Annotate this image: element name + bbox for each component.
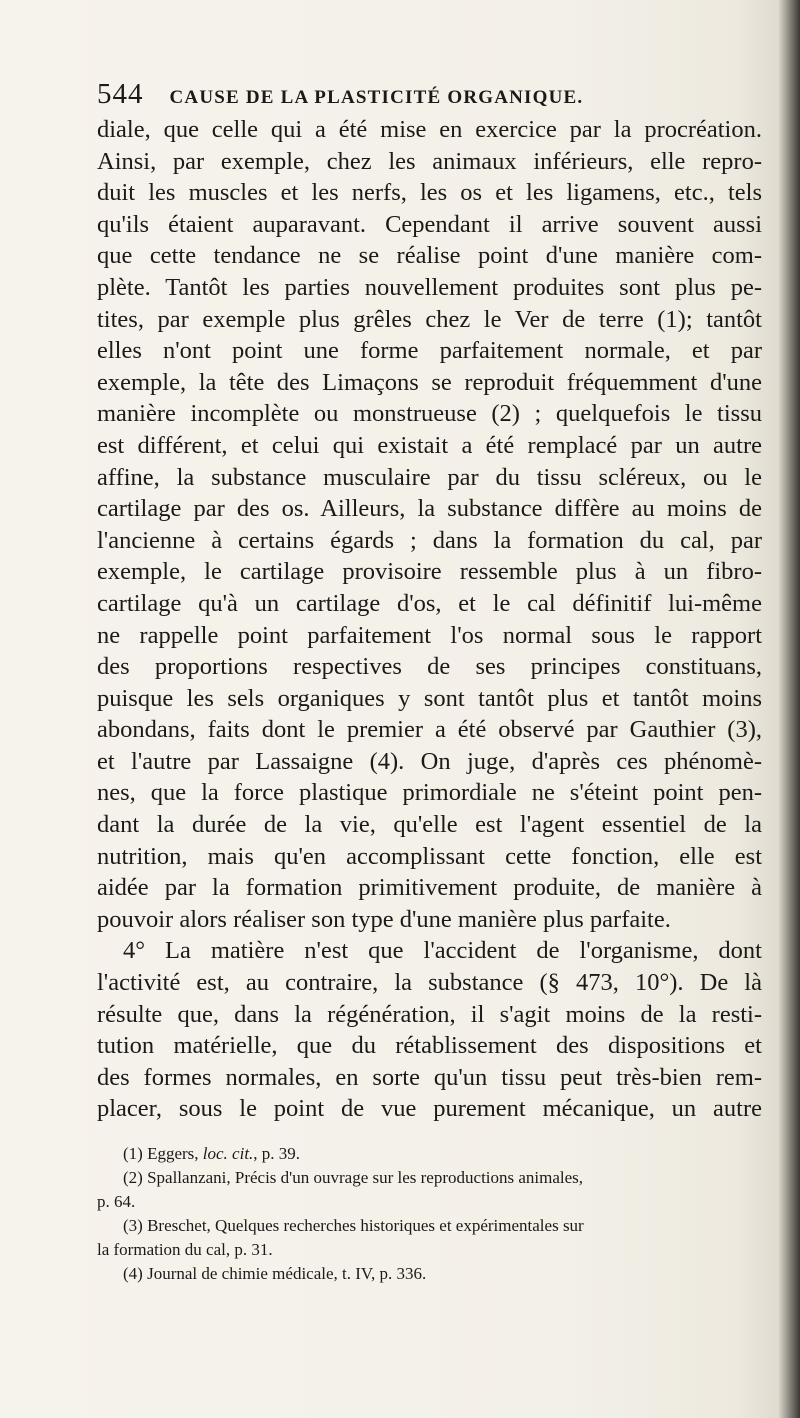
text-line: dant la durée de la vie, qu'elle est l'agent essentiel de la: [97, 811, 762, 839]
footnote-1-author: (1) Eggers,: [123, 1144, 199, 1163]
text-line: est différent, et celui qui existait a été remplacé par un autre: [97, 431, 762, 459]
page-number: 544: [97, 78, 144, 110]
text-line: qu'ils étaient auparavant. Cependant il arrive souvent aussi: [97, 210, 762, 238]
text-line: manière incomplète ou monstrueuse (2) ; quelquefois le tissu: [97, 400, 762, 428]
text-line: nes, que la force plastique primordiale ne s'éteint point pen-: [97, 779, 762, 807]
text-line: des proportions respectives de ses principes constituans,: [97, 653, 762, 681]
text-line: ne rappelle point parfaitement l'os normal sous le rapport: [97, 621, 762, 649]
text-line: pouvoir alors réaliser son type d'une manière plus parfaite.: [97, 905, 671, 933]
footnote-1-ref: loc. cit.: [202, 1144, 254, 1163]
text-line: exemple, le cartilage provisoire ressemble plus à un fibro-: [97, 558, 762, 586]
text-line: et l'autre par Lassaigne (4). On juge, d'après ces phénomè-: [97, 747, 762, 775]
text-line: des formes normales, en sorte qu'un tissu peut très-bien rem-: [97, 1063, 762, 1091]
text-line: puisque les sels organiques y sont tantôt plus et tantôt moins: [97, 684, 762, 712]
footnote-1-page: , p. 39.: [253, 1144, 301, 1163]
text-line: duit les muscles et les nerfs, les os et les ligamens, etc., tels: [97, 179, 762, 207]
footnote-4: (4) Journal de chimie médicale, t. IV, p. 336.: [123, 1264, 427, 1283]
text-line: abondans, faits dont le premier a été observé par Gauthier (3),: [97, 716, 762, 744]
text-line: placer, sous le point de vue purement mécanique, un autre: [97, 1095, 762, 1123]
text-line: exemple, la tête des Limaçons se reproduit fréquemment d'une: [97, 368, 762, 396]
footnote-3-cont: la formation du cal, p. 31.: [97, 1240, 273, 1259]
text-line: diale, que celle qui a été mise en exercice par la procréation.: [97, 116, 762, 143]
footnote-3: (3) Breschet, Quelques recherches historiques et expérimentales sur: [123, 1216, 584, 1235]
body-text: [97, 114, 762, 1125]
text-line: plète. Tantôt les parties nouvellement produites sont plus pe-: [97, 273, 762, 301]
running-title: CAUSE DE LA PLASTICITÉ ORGANIQUE.: [169, 87, 584, 108]
text-line: résulte que, dans la régénération, il s'agit moins de la resti-: [97, 1000, 762, 1028]
footnote-2-cont: p. 64.: [97, 1192, 136, 1211]
text-line: cartilage par des os. Ailleurs, la substance diffère au moins de: [97, 495, 762, 523]
footnote-2: (2) Spallanzani, Précis d'un ouvrage sur les reproductions animales,: [123, 1168, 584, 1187]
text-line: 4° La matière n'est que l'accident de l'organisme, dont: [123, 937, 762, 965]
footnotes: [97, 1142, 762, 1286]
text-line: tites, par exemple plus grêles chez le Ver de terre (1); tantôt: [97, 305, 762, 333]
text-line: aidée par la formation primitivement produite, de manière à: [97, 874, 762, 902]
text-line: Ainsi, par exemple, chez les animaux inférieurs, elle repro-: [97, 147, 762, 175]
text-line: elles n'ont point une forme parfaitement normale, et par: [97, 337, 762, 365]
text-line: que cette tendance ne se réalise point d'une manière com-: [97, 242, 762, 270]
footnote-1: [97, 1142, 762, 1166]
text-line: cartilage qu'à un cartilage d'os, et le cal définitif lui-même: [97, 589, 762, 617]
text-line: nutrition, mais qu'en accomplissant cette fonction, elle est: [97, 842, 762, 870]
page-header: [97, 78, 737, 111]
text-line: l'ancienne à certains égards ; dans la formation du cal, par: [97, 526, 762, 554]
page-binding-shadow: [778, 0, 800, 1418]
text-line: tution matérielle, que du rétablissement des dispositions et: [97, 1032, 762, 1060]
text-line: l'activité est, au contraire, la substance (§ 473, 10°). De là: [97, 969, 762, 997]
text-line: affine, la substance musculaire par du tissu scléreux, ou le: [97, 463, 762, 491]
